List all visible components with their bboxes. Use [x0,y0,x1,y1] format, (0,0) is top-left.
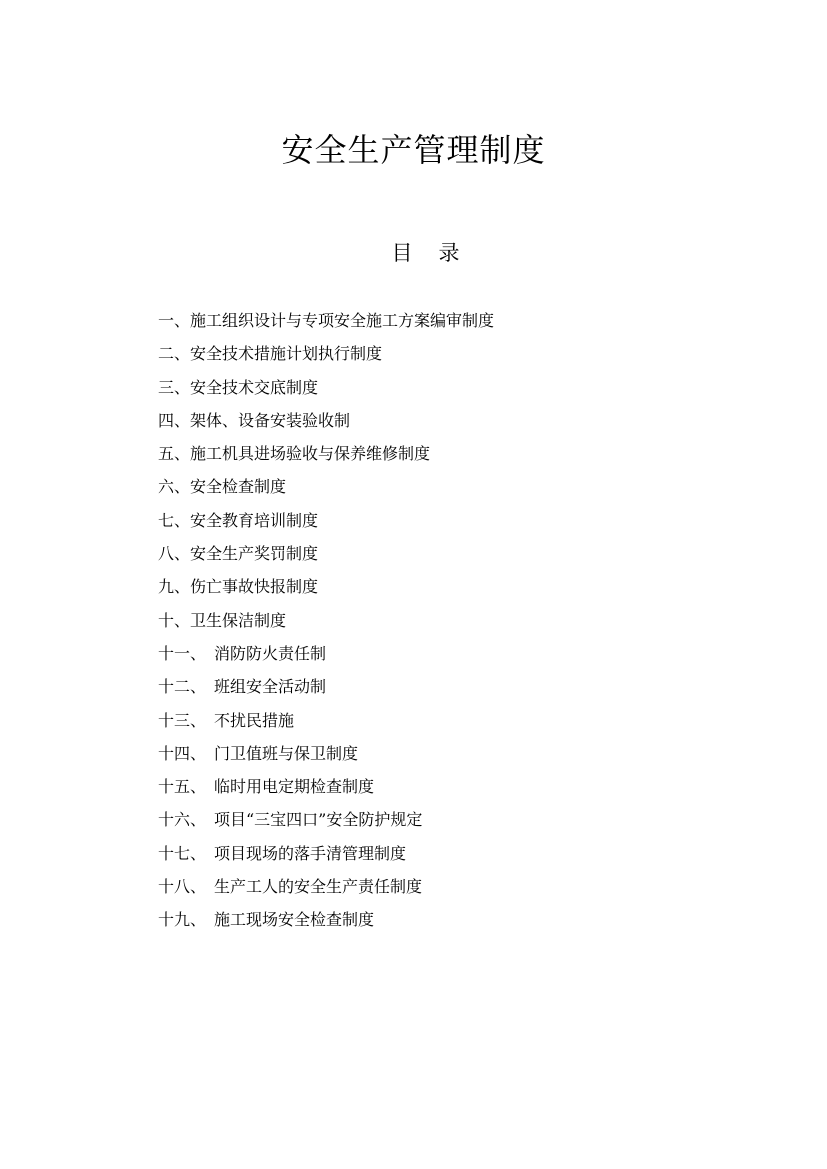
toc-item [158,340,718,373]
toc-item-text: 生产工人的安全生产责任制度 [214,877,423,897]
document-title: 安全生产管理制度 [281,131,546,169]
toc-item-number: 七、 [158,510,191,530]
toc-item-text: 门卫值班与保卫制度 [214,743,359,763]
toc-item [158,407,718,440]
toc-item [158,840,718,873]
toc-item-text: 临时用电定期检查制度 [214,777,375,797]
toc-item-text: 安全生产奖罚制度 [190,544,319,564]
toc-item [158,307,718,340]
toc-item-number: 十二、 [158,677,207,697]
toc-item [158,374,718,407]
toc-item-text: 不扰民措施 [214,710,295,730]
toc-item-number: 十九、 [158,910,207,930]
toc-item-number: 六、 [158,477,191,497]
toc-item [158,740,718,773]
toc-item-number: 十一、 [158,643,207,663]
toc-item-number: 五、 [158,444,191,464]
toc-item-text: 班组安全活动制 [214,677,327,697]
toc-item [158,906,718,939]
toc-item-number: 十三、 [158,710,207,730]
toc-item-number: 十五、 [158,777,207,797]
toc-item-text: 施工机具进场验收与保养维修制度 [190,444,431,464]
toc-item-text: 卫生保洁制度 [190,610,287,630]
toc-item [158,640,718,673]
toc-heading-right: 录 [438,241,460,265]
toc-item-number: 三、 [158,377,191,397]
toc-item-text: 伤亡事故快报制度 [190,577,319,597]
toc-item [158,707,718,740]
toc-item [158,507,718,540]
toc-item-number: 一、 [158,311,191,330]
toc-item-text: 施工组织设计与专项安全施工方案编审制度 [190,311,495,330]
toc-item [158,873,718,906]
toc-item-number: 二、 [158,344,191,364]
toc-item-text: 安全技术措施计划执行制度 [190,344,383,364]
toc-item [158,607,718,640]
toc-item-text: 安全教育培训制度 [190,510,319,530]
toc-item-number: 十六、 [158,810,207,830]
toc-item [158,440,718,473]
toc-item-number: 四、 [158,410,191,430]
toc-list [158,307,718,940]
toc-item [158,473,718,506]
toc-item-number: 十八、 [158,877,207,897]
toc-item-text: 项目“三宝四口”安全防护规定 [214,810,423,830]
toc-heading [0,238,827,268]
toc-item-number: 十、 [158,610,191,630]
toc-item-number: 九、 [158,577,191,597]
toc-item-text: 施工现场安全检查制度 [214,910,375,930]
toc-item-text: 安全技术交底制度 [190,377,319,397]
toc-item-number: 八、 [158,544,191,564]
toc-item [158,573,718,606]
toc-item-text: 项目现场的落手清管理制度 [214,843,407,863]
toc-item-text: 架体、设备安装验收制 [190,410,351,430]
toc-heading-left: 目 [391,241,413,265]
toc-item [158,773,718,806]
toc-item-text: 安全检查制度 [190,477,287,497]
toc-item-number: 十七、 [158,843,207,863]
toc-item-number: 十四、 [158,743,207,763]
toc-item [158,540,718,573]
toc-item-text: 消防防火责任制 [214,643,327,663]
toc-item [158,673,718,706]
toc-item [158,806,718,839]
